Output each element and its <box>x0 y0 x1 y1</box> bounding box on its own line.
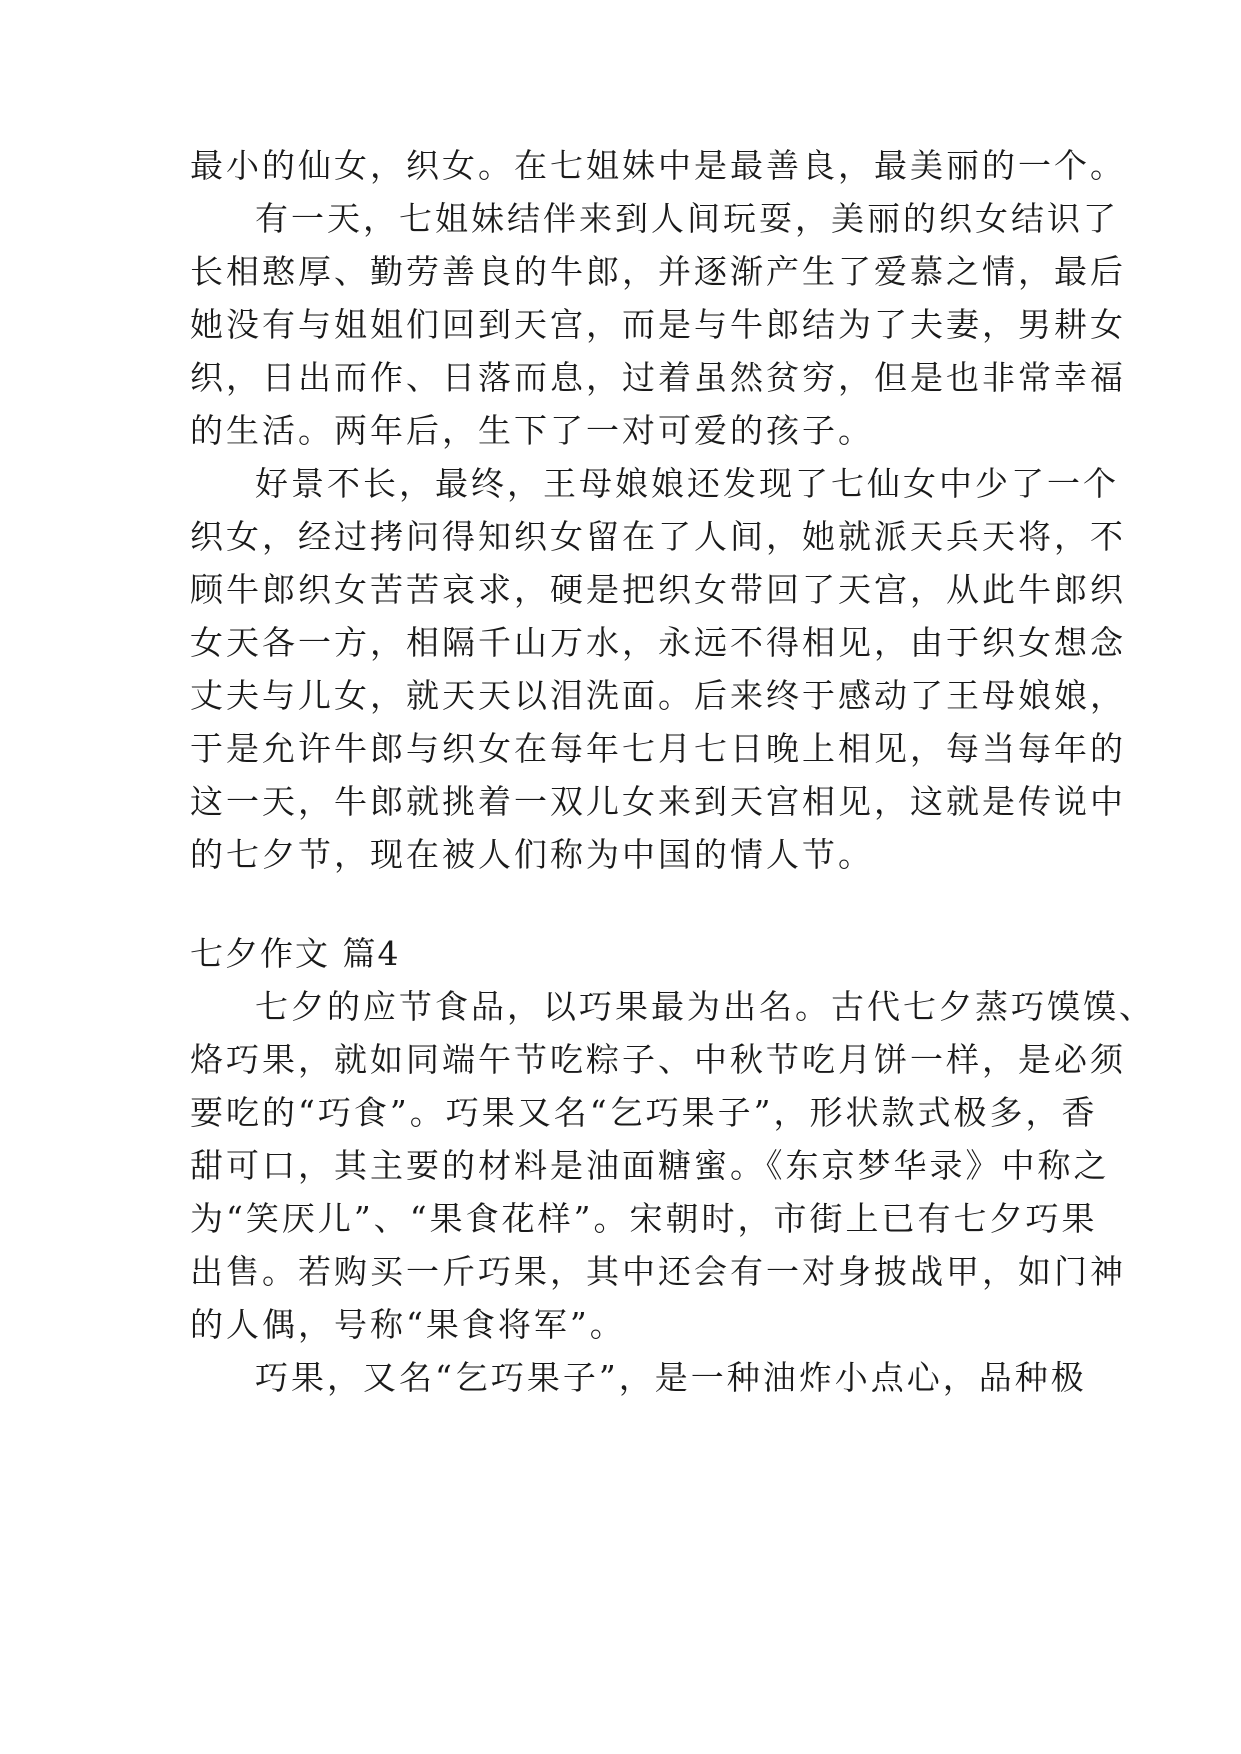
text-line: 烙巧果，就如同端午节吃粽子、中秋节吃月饼一样，是必须 <box>190 1040 1126 1079</box>
text-line: 的生活。两年后，生下了一对可爱的孩子。 <box>190 411 874 450</box>
text-line: 长相憨厚、勤劳善良的牛郎，并逐渐产生了爱慕之情，最后 <box>190 252 1126 291</box>
section-heading: 七夕作文 篇4 <box>190 934 401 973</box>
text-line: 甜可口，其主要的材料是油面糖蜜。《东京梦华录》中称之 <box>190 1146 1110 1185</box>
text-line: 要吃的“巧食”。巧果又名“乞巧果子”，形状款式极多，香 <box>190 1093 1098 1132</box>
text-line: 出售。若购买一斤巧果，其中还会有一对身披战甲，如门神 <box>190 1252 1126 1291</box>
text-line: 丈夫与儿女，就天天以泪洗面。后来终于感动了王母娘娘， <box>190 676 1126 715</box>
text-line: 这一天，牛郎就挑着一双儿女来到天宫相见，这就是传说中 <box>190 782 1126 821</box>
paragraph-start-line: 巧果，又名“乞巧果子”，是一种油炸小点心，品种极 <box>255 1358 1087 1397</box>
text-line: 女天各一方，相隔千山万水，永远不得相见，由于织女想念 <box>190 623 1126 662</box>
text-line: 织，日出而作、日落而息，过着虽然贫穷，但是也非常幸福 <box>190 358 1126 397</box>
text-line: 的七夕节，现在被人们称为中国的情人节。 <box>190 835 874 874</box>
text-line: 于是允许牛郎与织女在每年七月七日晚上相见，每当每年的 <box>190 729 1126 768</box>
text-line: 为“笑厌儿”、“果食花样”。宋朝时，市街上已有七夕巧果 <box>190 1199 1098 1238</box>
paragraph-start-line: 好景不长，最终，王母娘娘还发现了七仙女中少了一个 <box>255 464 1119 503</box>
text-line: 她没有与姐姐们回到天宫，而是与牛郎结为了夫妻，男耕女 <box>190 305 1126 344</box>
text-line: 织女，经过拷问得知织女留在了人间，她就派天兵天将，不 <box>190 517 1126 556</box>
paragraph-start-line: 有一天，七姐妹结伴来到人间玩耍，美丽的织女结识了 <box>255 199 1119 238</box>
text-line: 最小的仙女，织女。在七姐妹中是最善良，最美丽的一个。 <box>190 146 1126 185</box>
paragraph-start-line: 七夕的应节食品，以巧果最为出名。古代七夕蒸巧馍馍、 <box>255 987 1155 1026</box>
text-line: 的人偶，号称“果食将军”。 <box>190 1305 626 1344</box>
text-line: 顾牛郎织女苦苦哀求，硬是把织女带回了天宫，从此牛郎织 <box>190 570 1126 609</box>
